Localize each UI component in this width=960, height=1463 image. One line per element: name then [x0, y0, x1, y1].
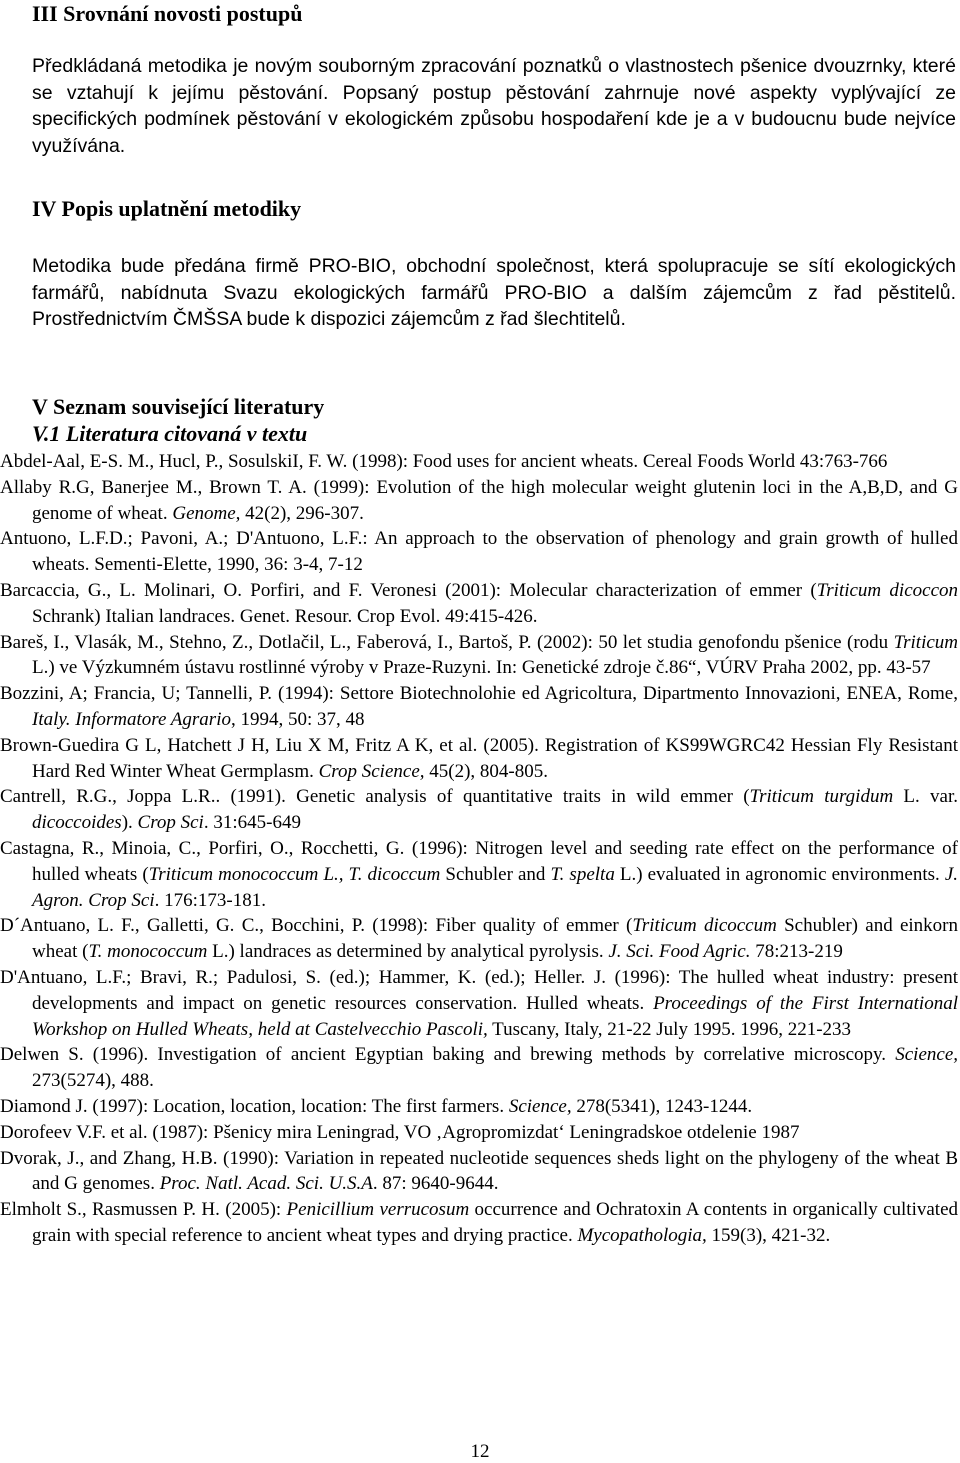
reference-text: 42(2), 296-307.: [240, 502, 364, 524]
reference-text: . 31:645-649: [203, 812, 301, 834]
section-3-paragraph: Předkládaná metodika je novým souborným zpracování poznatků o vlastnostech pšenice dvouzrnky, které se vztahují k jejímu pěstování. Popsaný postup pěstování zahrnuje nové aspekty vyplývající ze specifických podmínek pěstování v ekologickém způsobu hospodaření kde je a v budoucnu bude nejvíce využívána.: [32, 55, 956, 157]
reference-italic-text: Triticum monococcum L., T. dicoccum: [148, 863, 441, 885]
reference-italic-text: J. Sci. Food Agric.: [608, 941, 751, 963]
reference-text: Bareš, I., Vlasák, M., Stehno, Z., Dotlačil, L., Faberová, I., Bartoš, P. (2002): 50 let studia genofondu pšenice (rodu: [0, 631, 894, 653]
reference-italic-text: T. monococcum: [88, 941, 208, 963]
reference-entry: [0, 630, 958, 682]
reference-text: 45(2), 804-805.: [424, 760, 548, 782]
reference-italic-text: Crop Sci: [137, 812, 204, 834]
reference-text: occurrence and Ochratoxin A contents in organically cultivated grain with special reference to ancient wheat types and drying practice.: [32, 1199, 959, 1246]
reference-text: 78:213-219: [750, 941, 843, 963]
reference-text: Diamond J. (1997): Location, location, location: The first farmers.: [0, 1095, 509, 1117]
reference-text: Elmholt S., Rasmussen P. H. (2005):: [0, 1199, 287, 1221]
reference-list: [0, 449, 958, 1249]
reference-text: L.) evaluated in agronomic environments.: [614, 863, 945, 885]
section-3-heading: III Srovnání novosti postupů: [32, 1, 303, 26]
reference-italic-text: Triticum dicoccum: [632, 915, 777, 937]
reference-entry: [0, 1120, 958, 1146]
reference-italic-text: Triticum: [893, 631, 958, 653]
reference-entry: [0, 836, 958, 913]
reference-text: Allaby R.G, Banerjee M., Brown T. A. (1999): Evolution of the high molecular weight glutenin loci in the A,B,D, and G genome of wheat.: [0, 476, 958, 524]
page-number: 12: [470, 1441, 490, 1462]
reference-italic-text: Proceedings of the First International Workshop on Hulled Wheats, held at Castelvecchio Pascoli,: [32, 992, 958, 1040]
reference-text: L.) landraces as determined by analytical pyrolysis.: [207, 941, 609, 963]
reference-italic-text: Science,: [508, 1095, 572, 1117]
reference-entry: [0, 475, 958, 527]
section-4-heading: IV Popis uplatnění metodiky: [32, 196, 302, 221]
reference-text: Schubler and: [440, 863, 551, 885]
reference-text: . 176:173-181.: [154, 889, 266, 911]
reference-entry: [0, 449, 958, 475]
reference-text: L. var.: [893, 786, 958, 808]
reference-entry: [0, 1094, 958, 1120]
reference-entry: [0, 1197, 958, 1249]
reference-text: Schrank) Italian landraces. Genet. Resour. Crop Evol. 49:415-426.: [32, 605, 538, 627]
reference-text: Cantrell, R.G., Joppa L.R.. (1991). Genetic analysis of quantitative traits in wild emmer (: [0, 786, 750, 808]
reference-entry: [0, 526, 958, 578]
reference-entry: [0, 913, 958, 965]
reference-text: Antuono, L.F.D.; Pavoni, A.; D'Antuono, L.F.: An approach to the observation of phenology and grain growth of hulled wheats. Sementi-Elette, 1990, 36: 3-4, 7-12: [0, 528, 958, 576]
reference-text: D´Antuano, L. F., Galletti, G. C., Bocchini, P. (1998): Fiber quality of emmer (: [0, 915, 633, 937]
reference-text: Barcaccia, G., L. Molinari, O. Porfiri, and F. Veronesi (2001): Molecular characterization of emmer (: [0, 579, 817, 601]
reference-text: Bozzini, A; Francia, U; Tannelli, P. (1994): Settore Biotechnolohie ed Agricoltura, Dipartmento Innovazioni, ENEA, Rome,: [0, 683, 958, 705]
reference-text: ).: [121, 812, 138, 834]
section-4-paragraph: Metodika bude předána firmě PRO-BIO, obchodní společnost, která spolupracuje se sítí ekologických farmářů, nabídnuta Svazu ekologických farmářů PRO-BIO a dalším zájemcům z řad pěstitelů. Prostřednictvím ČMŠSA bude k dispozici zájemcům z řad šlechtitelů.: [32, 255, 956, 330]
reference-italic-text: Triticum turgidum: [749, 786, 894, 808]
reference-text: Castagna, R., Minoia, C., Porfiri, O., Rocchetti, G. (1996): Nitrogen level and seeding rate effect on the performance of hulled wheats (: [0, 837, 958, 885]
reference-text: L.) ve Výzkumném ústavu rostlinné výroby v Praze-Ruzyni. In: Genetické zdroje č.86“, VÚRV Praha 2002, pp. 43-57: [32, 657, 931, 679]
reference-text: Abdel-Aal, E-S. M., Hucl, P., SosulskiI, F. W. (1998): Food uses for ancient wheats. Cereal Foods World 43:763-766: [0, 451, 888, 472]
reference-text: Delwen S. (1996). Investigation of ancient Egyptian baking and brewing methods by correlative microscopy.: [0, 1044, 896, 1066]
reference-italic-text: Proc. Natl. Acad. Sci. U.S.A: [159, 1173, 373, 1195]
reference-italic-text: Mycopathologia,: [577, 1224, 707, 1246]
reference-italic-text: Italy. Informatore Agrario: [32, 708, 231, 730]
section-5-1-subheading: V.1 Literatura citovaná v textu: [32, 421, 308, 446]
reference-italic-text: dicoccoides: [32, 812, 122, 834]
reference-italic-text: Genome,: [172, 502, 241, 524]
reference-text: Dvorak, J., and Zhang, H.B. (1990): Variation in repeated nucleotide sequences sheds light on the phylogeny of the wheat B and G genomes.: [0, 1147, 958, 1195]
reference-italic-text: J. Agron. Crop Sci: [32, 863, 959, 911]
reference-text: Schubler) and einkorn wheat (: [32, 915, 959, 963]
reference-entry: [0, 578, 958, 630]
reference-text: Tuscany, Italy, 21-22 July 1995. 1996, 221-233: [487, 1018, 852, 1040]
reference-entry: [0, 1042, 958, 1094]
reference-text: Dorofeev V.F. et al. (1987): Pšenicy mira Leningrad, VO ‚Agropromizdat‘ Leningradskoe otdelenie 1987: [0, 1121, 800, 1143]
reference-text: 273(5274), 488.: [32, 1070, 154, 1092]
reference-entry: [0, 965, 958, 1042]
reference-italic-text: Crop Science,: [318, 760, 425, 782]
section-5-heading: V Seznam související literatury: [32, 394, 325, 419]
reference-text: , 1994, 50: 37, 48: [230, 708, 365, 730]
reference-text: Brown-Guedira G L, Hatchett J H, Liu X M, Fritz A K, et al. (2005). Registration of KS99WGRC42 Hessian Fly Resistant Hard Red Winter Wheat Germplasm.: [0, 734, 958, 782]
reference-text: 159(3), 421-32.: [706, 1224, 831, 1246]
reference-entry: [0, 733, 958, 785]
reference-italic-text: Triticum dicoccon: [816, 579, 959, 601]
reference-text: D'Antuano, L.F.; Bravi, R.; Padulosi, S. (ed.); Hammer, K. (ed.); Heller. J. (1996): The hulled wheat industry: present developments and impact on genetic resources conservation. Hulled wheats.: [0, 966, 958, 1014]
reference-entry: [0, 784, 958, 836]
reference-italic-text: Penicillium verrucosum: [286, 1199, 470, 1221]
reference-text: 278(5341), 1243-1244.: [571, 1095, 753, 1117]
reference-text: . 87: 9640-9644.: [372, 1173, 499, 1195]
reference-italic-text: Science,: [895, 1044, 958, 1066]
reference-italic-text: T. spelta: [550, 863, 615, 885]
reference-entry: [0, 1146, 958, 1198]
reference-entry: [0, 681, 958, 733]
